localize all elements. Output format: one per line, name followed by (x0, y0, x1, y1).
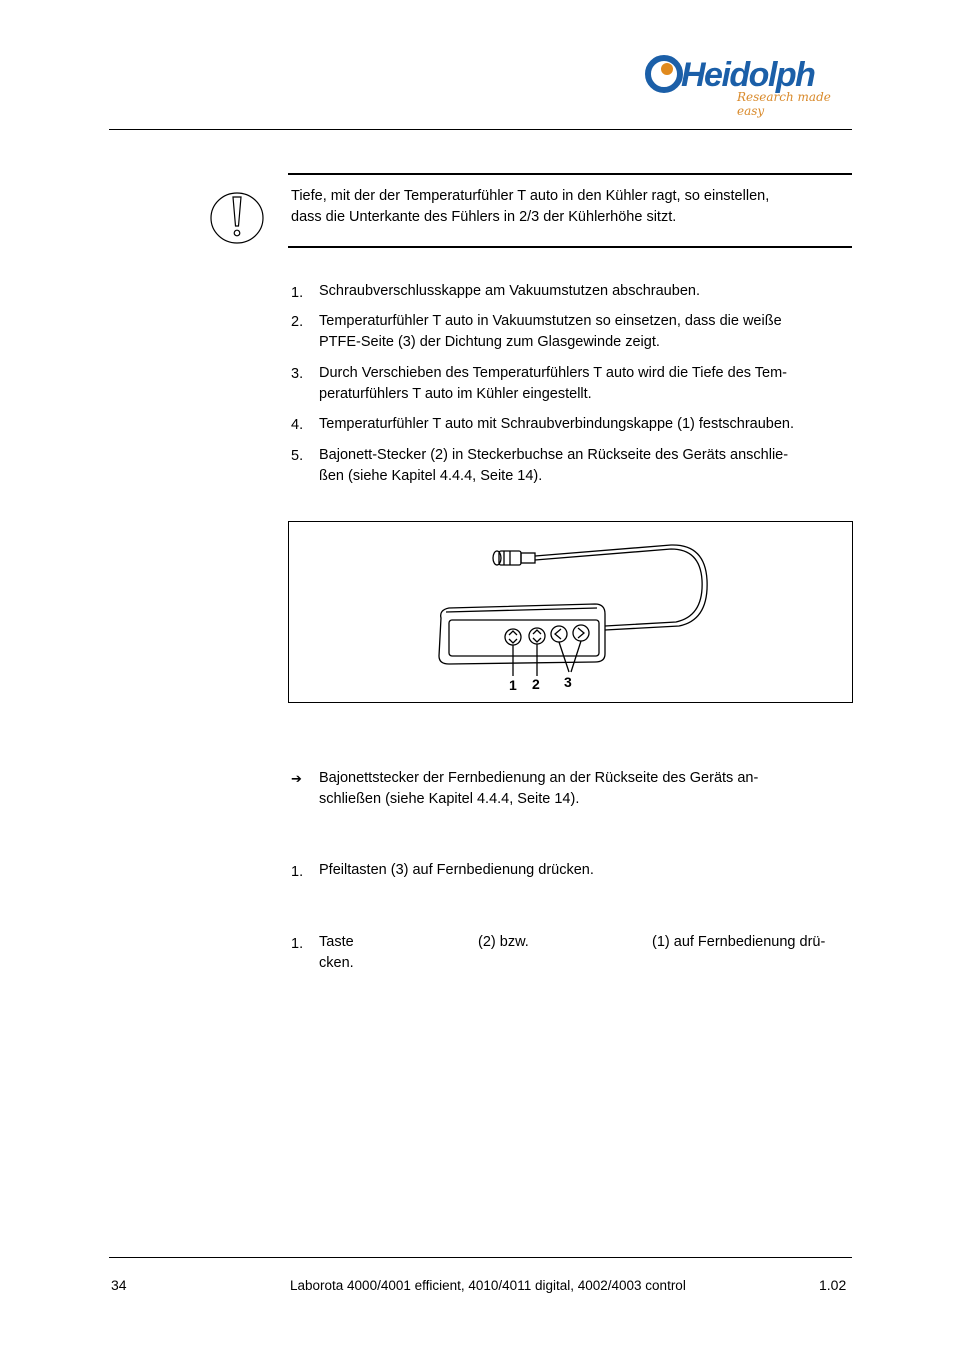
step-line: peraturfühlers T auto im Kühler eingestellt. (319, 386, 592, 402)
logo-tagline: Research made easy (737, 90, 831, 118)
note-text (291, 186, 851, 228)
step-line: PTFE-Seite (3) der Dichtung zum Glasgewinde zeigt. (319, 334, 660, 350)
page-number: 34 (111, 1277, 127, 1293)
step-line: Temperaturfühler T auto mit Schraubverbindungskappe (1) festschrauben. (319, 416, 795, 432)
header-rule (109, 129, 852, 130)
note-line-1: Tiefe, mit der der Temperaturfühler T auto in den Kühler ragt, so einstellen, (291, 188, 770, 204)
figure-label-3: 3 (564, 674, 572, 690)
step-number: 4. (291, 417, 304, 433)
step-b-text: Pfeiltasten (3) auf Fernbedienung drücken. (319, 862, 594, 878)
figure-label-1: 1 (509, 677, 517, 693)
logo-wordmark: Heidolph (681, 56, 815, 94)
step-c-line-2: cken. (319, 955, 354, 971)
version-number: 1.02 (819, 1277, 847, 1293)
step-c-part-2: (2) bzw. (478, 934, 529, 950)
logo-mark-icon (645, 54, 685, 94)
step-number: 5. (291, 448, 304, 464)
step-c-part-1: Taste (319, 934, 354, 950)
step-line: Durch Verschieben des Temperaturfühlers T auto wird die Tiefe des Tem- (319, 365, 788, 381)
step-line: Bajonett-Stecker (2) in Steckerbuchse an Rückseite des Geräts anschlie- (319, 447, 789, 463)
footer-title: Laborota 4000/4001 efficient, 4010/4011 digital, 4002/4003 control (290, 1278, 686, 1293)
arrow-right-icon: ➔ (291, 772, 302, 787)
heidolph-logo (645, 52, 855, 118)
note-line-2: dass die Unterkante des Fühlers in 2/3 der Kühlerhöhe sitzt. (291, 209, 677, 225)
arrow-step-line-2: schließen (siehe Kapitel 4.4.4, Seite 14). (319, 791, 580, 807)
step-line: Schraubverschlusskappe am Vakuumstutzen abschrauben. (319, 283, 700, 299)
footer-rule (109, 1257, 852, 1258)
step-line: Temperaturfühler T auto in Vakuumstutzen so einsetzen, dass die weiße (319, 313, 782, 329)
step-number: 1. (291, 864, 304, 880)
step-line: ßen (siehe Kapitel 4.4.4, Seite 14). (319, 468, 543, 484)
step-number: 3. (291, 366, 304, 382)
note-top-rule (288, 173, 852, 175)
remote-control-figure (288, 521, 853, 703)
note-bottom-rule (288, 246, 852, 248)
step-c-part-3: (1) auf Fernbedienung drü- (652, 934, 826, 950)
step-number: 2. (291, 314, 304, 330)
step-number: 1. (291, 285, 304, 301)
arrow-step-line-1: Bajonettstecker der Fernbedienung an der Rückseite des Geräts an- (319, 770, 759, 786)
step-number: 1. (291, 936, 304, 952)
exclamation-warning-icon (208, 190, 268, 246)
figure-label-2: 2 (532, 676, 540, 692)
arrow-step-text (319, 768, 854, 810)
